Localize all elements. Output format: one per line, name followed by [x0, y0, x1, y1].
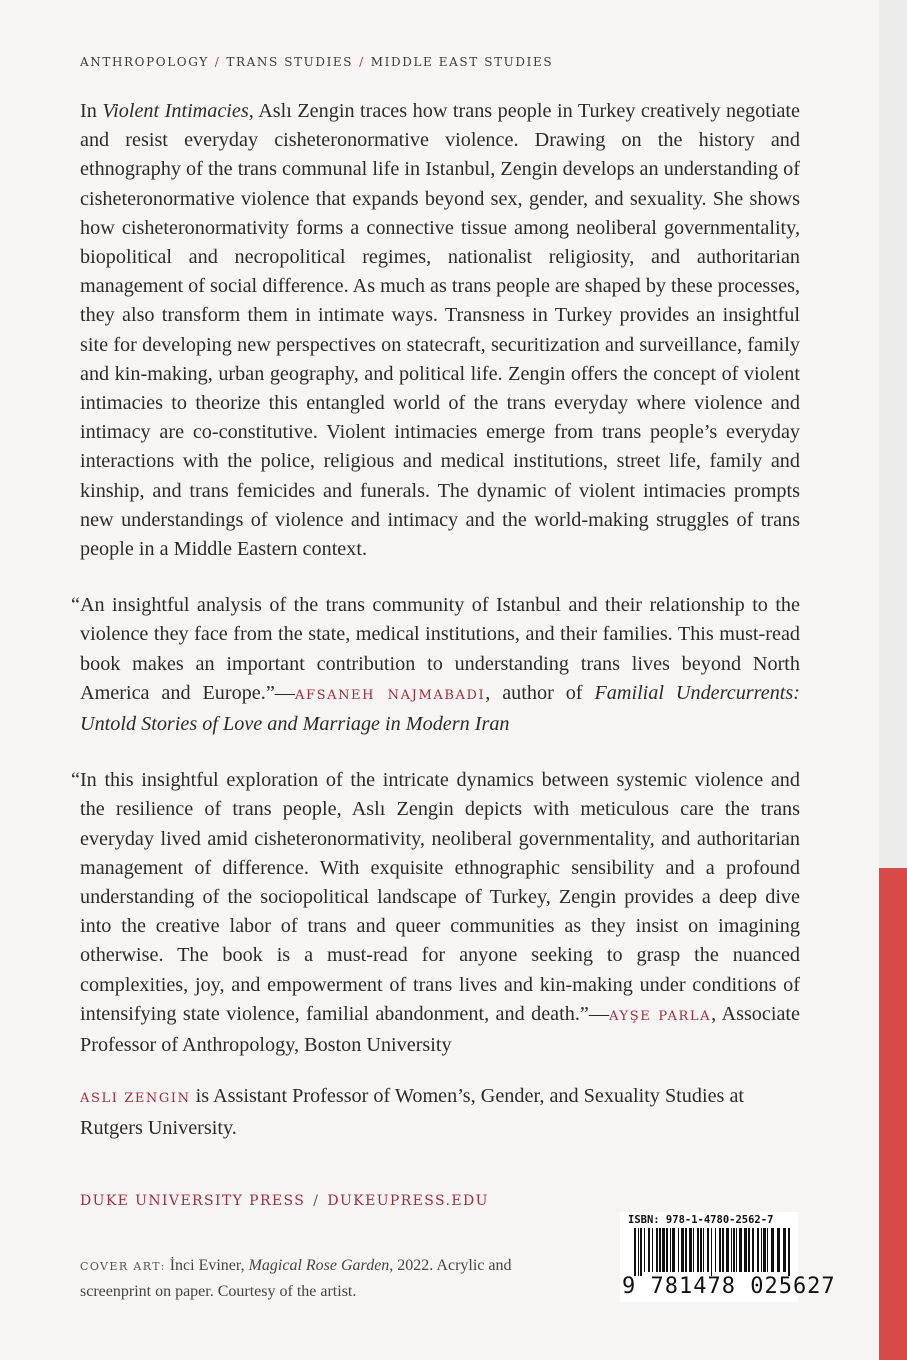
barcode-bar	[726, 1228, 729, 1272]
publisher-separator: /	[313, 1193, 320, 1209]
barcode-bar	[648, 1228, 650, 1272]
barcode-bar	[731, 1228, 732, 1272]
description-body: , Aslı Zengin traces how trans people in Turkey creatively negotiate and resist everyday cisheteronormative violence. Drawing on the history and ethnography of the trans communal life in Istanbul, Zengin develops an understanding of cisheteronormative violence that expands beyond sex, gender, and sexuality. She shows how cisheteronormativity forms a connective tissue among neoliberal governmentality, biopolitical and necropolitical regimes, nationalist religiosity, and authoritarian management of social difference. As much as trans people are shaped by these processes, they also transform them in intimate ways. Transness in Turkey provides an insightful site for developing new perspectives on statecraft, securitization and surveillance, family and kin-making, urban geography, and political life. Zengin offers the concept of violent intimacies to theorize this entangled world of the trans everyday where violence and intimacy are co-constitutive. Violent intimacies emerge from trans people’s everyday interactions with the police, religious and medical institutions, street life, family and kinship, and trans femicides and funerals. The dynamic of violent intimacies prompts new understandings of violence and intimacy and the world-making struggles of trans people in a Middle Eastern context.	[80, 100, 800, 561]
barcode-bar	[783, 1228, 786, 1272]
barcode-bar	[788, 1228, 790, 1276]
barcode-bar	[659, 1228, 661, 1272]
cover-art-credit	[80, 1253, 540, 1304]
category-anthropology: ANTHROPOLOGY	[80, 55, 209, 69]
barcode-digits: 9 781478 025627	[622, 1274, 836, 1299]
barcode-bar	[697, 1228, 699, 1272]
barcode-bar	[689, 1228, 692, 1272]
barcode-bar	[700, 1228, 702, 1272]
barcode-bar	[719, 1228, 721, 1272]
blurb-1-book-title: Familial Undercurrents: Untold Stories of Love and Marriage in Modern Iran	[80, 681, 800, 736]
barcode-bar	[757, 1228, 759, 1272]
blurb-2-text: “In this insightful exploration of the intricate dynamics between systemic violence and the resilience of trans people, Aslı Zengin depicts with meticulous care the trans everyday lived amid cisheteronormativity, neoliberal governmentality, and authoritarian management of difference. With exquisite ethnographic sensibility and a profound understanding of the sociopolitical landscape of Turkey, Zengin provides a deep dive into the creative labor of trans and queer communities as they insist on imagining otherwise. The book is a must-read for anyone seeking to grasp the nuanced complexities, joy, and empowerment of trans lives and kin-making under conditions of intensifying state violence, familial abandonment, and death.”—	[71, 769, 800, 1025]
description-prefix: In	[80, 100, 103, 122]
barcode-bar	[736, 1228, 737, 1272]
cover-art-details: , 2022. Acrylic and screenprint on paper. Courtesy of the artist.	[80, 1257, 512, 1300]
barcode-bar	[634, 1228, 636, 1276]
isbn-label: ISBN: 978-1-4780-2562-7	[628, 1214, 774, 1226]
blurb-1-text: “An insightful analysis of the trans community of Istanbul and their relationship to the violence they face from the state, medical institutions, and their families. This must-read book makes an important contribution to understanding trans lives beyond North America and Europe.”—	[71, 594, 800, 704]
category-separator: /	[359, 55, 365, 69]
barcode-bar	[652, 1228, 653, 1272]
blurb-1	[71, 591, 800, 739]
barcode-bar	[685, 1228, 687, 1272]
barcode-bar	[678, 1228, 679, 1272]
book-description	[80, 97, 800, 564]
barcode-bar	[638, 1228, 639, 1276]
book-title: Violent Intimacies	[102, 100, 249, 122]
author-name: ASLI ZENGIN	[80, 1091, 191, 1107]
barcode-bar	[666, 1228, 668, 1272]
category-middle-east-studies: MIDDLE EAST STUDIES	[370, 55, 554, 69]
publisher-name: DUKE UNIVERSITY PRESS	[80, 1193, 306, 1209]
barcode-bar	[715, 1228, 716, 1272]
barcode-bar	[681, 1228, 684, 1272]
publisher-line	[80, 1193, 489, 1209]
barcode-bar	[640, 1228, 642, 1276]
author-bio-text: is Assistant Professor of Women’s, Gender, and Sexuality Studies at Rutgers University.	[80, 1085, 745, 1139]
barcode-bar	[752, 1228, 754, 1272]
barcode-bar	[761, 1228, 762, 1272]
barcode-bar	[693, 1228, 694, 1272]
blurb-1-author: AFSANEH NAJMABADI	[294, 687, 486, 703]
barcode-bar	[767, 1228, 768, 1272]
barcode-bar	[722, 1228, 724, 1272]
author-bio	[80, 1082, 800, 1142]
barcode-bar	[771, 1228, 774, 1272]
cover-art-label: COVER ART:	[80, 1260, 166, 1273]
blurb-1-affiliation: , author of	[485, 681, 595, 704]
blurb-2-affiliation: , Associate Professor of Anthropology, Boston University	[80, 1002, 800, 1057]
barcode-bar	[703, 1228, 704, 1272]
category-line	[80, 55, 800, 69]
blurb-2-author: AYŞE PARLA	[609, 1008, 712, 1024]
barcode-bar	[707, 1228, 709, 1272]
barcode-bar	[777, 1228, 780, 1272]
barcode-bar	[744, 1228, 747, 1272]
barcode-bars	[620, 1228, 798, 1276]
cover-art-work: Magical Rose Garden	[248, 1257, 390, 1274]
category-trans-studies: TRANS STUDIES	[226, 55, 354, 69]
publisher-url[interactable]: DUKEUPRESS.EDU	[327, 1193, 489, 1209]
spine-red-band	[879, 868, 907, 1360]
barcode-bar	[739, 1228, 742, 1272]
barcode-bar	[670, 1228, 671, 1272]
barcode-bar	[672, 1228, 675, 1272]
barcode-bar	[748, 1228, 750, 1272]
barcode-bar	[656, 1228, 658, 1272]
barcode-bar	[733, 1228, 735, 1272]
barcode-bar	[644, 1228, 645, 1272]
barcode-bar	[711, 1228, 712, 1276]
blurb-2	[71, 766, 800, 1060]
barcode-bar	[763, 1228, 766, 1272]
back-cover-content	[71, 55, 800, 1143]
cover-art-artist: İnci Eviner,	[169, 1257, 249, 1274]
category-separator: /	[214, 55, 221, 69]
isbn-barcode	[620, 1212, 836, 1302]
barcode-bar	[662, 1228, 665, 1272]
